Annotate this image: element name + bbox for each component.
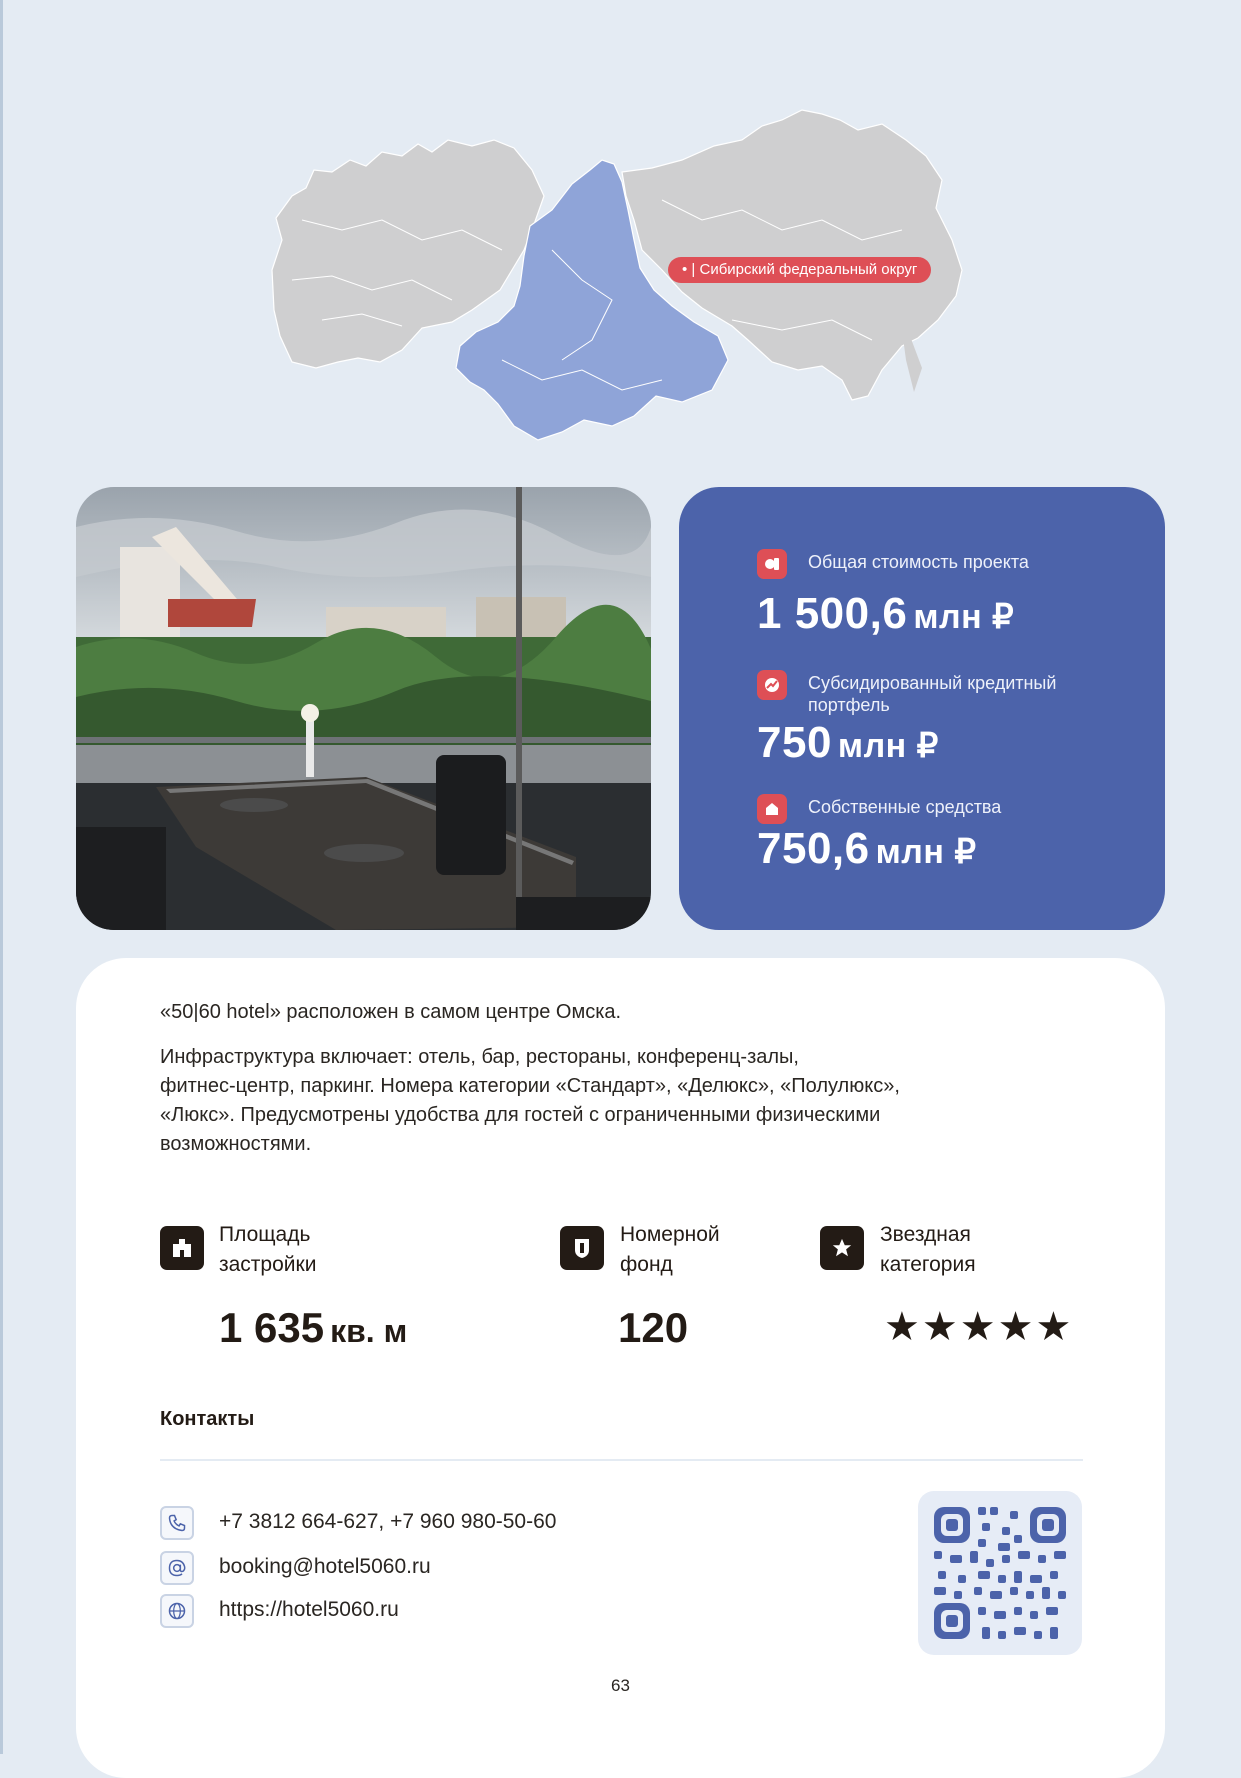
star-rating: ★★★★★ (884, 1305, 1074, 1349)
finance-unit: млн ₽ (875, 833, 977, 871)
house-icon (757, 794, 787, 824)
hotel-terrace-photo (76, 487, 651, 930)
description-line: возможностями. (160, 1133, 312, 1155)
finance-value (757, 718, 939, 768)
globe-icon (160, 1594, 194, 1628)
phone-icon (160, 1506, 194, 1540)
contact-website[interactable]: https://hotel5060.ru (219, 1598, 399, 1621)
finance-unit: млн ₽ (837, 727, 939, 765)
room-icon (560, 1226, 604, 1270)
stat-label: фонд (620, 1253, 673, 1276)
money-icon (757, 549, 787, 579)
email-icon (160, 1551, 194, 1585)
area-number: 1 635 (219, 1304, 325, 1351)
region-tag: • | Сибирский федеральный округ (668, 257, 931, 283)
description-intro: «50|60 hotel» расположен в самом центре Омска. (160, 1001, 622, 1023)
contacts-divider (160, 1459, 1083, 1461)
building-icon (160, 1226, 204, 1270)
finance-number: 750 (757, 718, 832, 767)
chart-icon (757, 670, 787, 700)
finance-card (679, 487, 1165, 930)
finance-unit: млн ₽ (913, 598, 1015, 636)
finance-number: 1 500,6 (757, 589, 908, 638)
stat-label: застройки (219, 1253, 317, 1276)
finance-label: Субсидированный кредитный портфель (808, 673, 1057, 715)
finance-label: Общая стоимость проекта (808, 552, 1029, 572)
contact-email[interactable]: booking@hotel5060.ru (219, 1555, 431, 1578)
description-line: «Люкс». Предусмотрены удобства для гостей с ограниченными физическими (160, 1104, 881, 1126)
rooms-value: 120 (618, 1304, 689, 1351)
finance-number: 750,6 (757, 824, 870, 873)
finance-value (757, 589, 1014, 639)
hotel-info-card (76, 958, 1165, 1778)
description-line: фитнес-центр, паркинг. Номера категории «Стандарт», «Делюкс», «Полулюкс», (160, 1075, 900, 1097)
stat-label: Звездная (880, 1223, 971, 1246)
stat-label: Площадь (219, 1223, 311, 1246)
page-edge (0, 0, 3, 1754)
star-icon (820, 1226, 864, 1270)
contact-phone[interactable]: +7 3812 664-627, +7 960 980-50-60 (219, 1510, 557, 1533)
finance-value (757, 824, 976, 874)
qr-code-image (918, 1491, 1082, 1655)
page-number: 63 (611, 1676, 630, 1695)
qr-code[interactable] (918, 1491, 1082, 1655)
area-value (219, 1304, 407, 1352)
stat-label: категория (880, 1253, 976, 1276)
stat-label: Номерной (620, 1223, 720, 1246)
area-unit: кв. м (330, 1313, 408, 1349)
finance-label: Собственные средства (808, 797, 1002, 817)
description-line: Инфраструктура включает: отель, бар, рестораны, конференц-залы, (160, 1046, 799, 1068)
contacts-title: Контакты (160, 1408, 255, 1430)
